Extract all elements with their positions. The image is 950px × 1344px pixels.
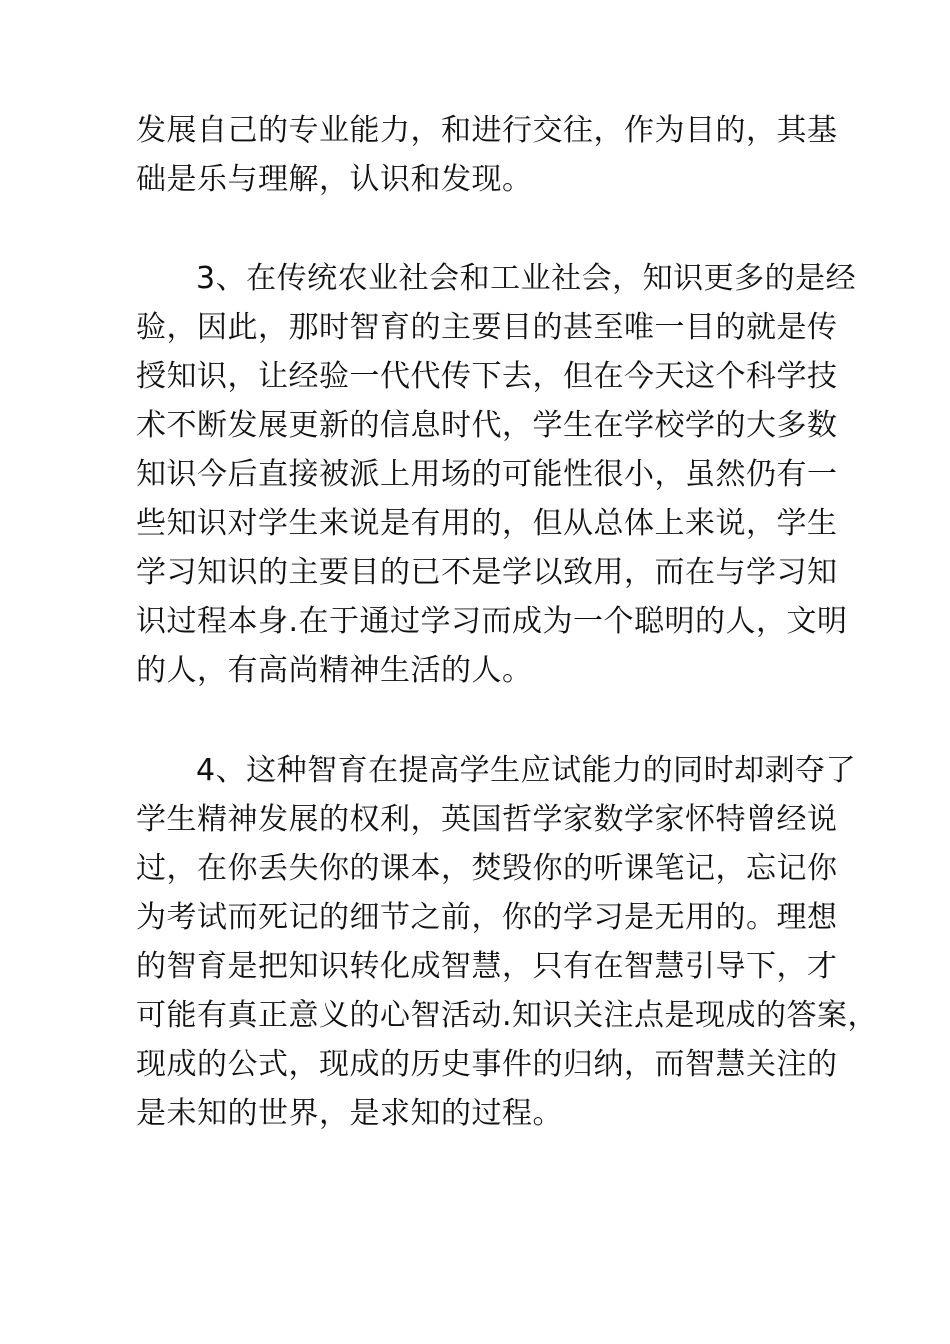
- text-line: 3、在传统农业社会和工业社会，知识更多的是经: [196, 261, 857, 296]
- text-line: 的人，有高尚精神生活的人。: [136, 653, 533, 688]
- text-line: 为考试而死记的细节之前，你的学习是无用的。理想: [136, 900, 838, 935]
- text-line: 的智育是把知识转化成智慧，只有在智慧引导下，才: [136, 949, 838, 984]
- text-line: 现成的公式，现成的历史事件的归纳，而智慧关注的: [136, 1047, 838, 1082]
- paragraph-4: [136, 746, 879, 1138]
- text-line: 4、这种智育在提高学生应试能力的同时却剥夺了: [196, 753, 857, 788]
- text-line: 验，因此，那时智育的主要目的甚至唯一目的就是传: [136, 310, 838, 345]
- paragraph-continued: [136, 106, 838, 204]
- text-line: 术不断发展更新的信息时代，学生在学校学的大多数: [136, 408, 838, 443]
- text-line: 可能有真正意义的心智活动.知识关注点是现成的答案，: [136, 998, 879, 1033]
- paragraph-3: [136, 254, 857, 695]
- text-line: 过，在你丢失你的课本，焚毁你的听课笔记，忘记你: [136, 851, 838, 886]
- text-line: 些知识对学生来说是有用的，但从总体上来说，学生: [136, 506, 838, 541]
- text-line: 是未知的世界，是求知的过程。: [136, 1096, 563, 1131]
- text-line: 础是乐与理解，认识和发现。: [136, 162, 533, 197]
- text-line: 授知识，让经验一代代传下去，但在今天这个科学技: [136, 359, 838, 394]
- text-line: 识过程本身.在于通过学习而成为一个聪明的人，文明: [136, 604, 848, 639]
- text-line: 学习知识的主要目的已不是学以致用，而在与学习知: [136, 555, 838, 590]
- text-line: 学生精神发展的权利，英国哲学家数学家怀特曾经说: [136, 802, 838, 837]
- text-line: 发展自己的专业能力，和进行交往，作为目的，其基: [136, 113, 838, 148]
- text-line: 知识今后直接被派上用场的可能性很小，虽然仍有一: [136, 457, 838, 492]
